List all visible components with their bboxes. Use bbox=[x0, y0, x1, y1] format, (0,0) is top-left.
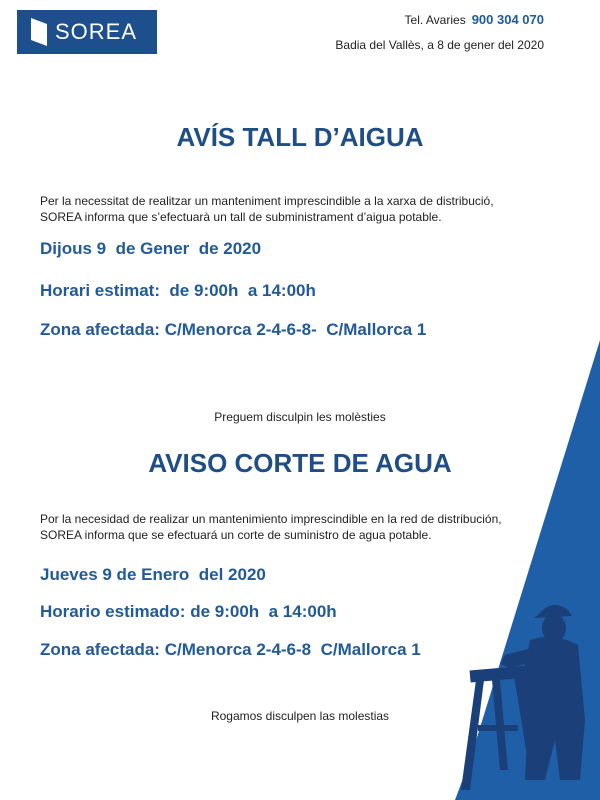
catalan-title: AVÍS TALL D’AIGUA bbox=[176, 122, 424, 152]
catalan-body-line-1: Per la necessitat de realitzar un manteniment imprescindible a la xarxa de distribució, bbox=[40, 194, 494, 208]
place-date: Badia del Vallès, a 8 de gener del 2020 bbox=[335, 38, 544, 52]
spanish-zone: Zona afectada: C/Menorca 2-4-6-8 C/Mallorca 1 bbox=[40, 640, 421, 659]
logo-mark-icon bbox=[31, 18, 47, 46]
phone-label: Tel. Avaries bbox=[404, 13, 466, 27]
spanish-title: AVISO CORTE DE AGUA bbox=[148, 448, 452, 478]
spanish-body-line-1: Por la necesidad de realizar un mantenimiento imprescindible en la red de distribución, bbox=[40, 512, 502, 526]
catalan-body-line-2: SOREA informa que s’efectuarà un tall de subministrament d’aigua potable. bbox=[40, 210, 442, 224]
catalan-zone: Zona afectada: C/Menorca 2-4-6-8- C/Mallorca 1 bbox=[40, 320, 427, 339]
spanish-schedule: Horario estimado: de 9:00h a 14:00h bbox=[40, 602, 337, 621]
catalan-date: Dijous 9 de Gener de 2020 bbox=[40, 239, 262, 258]
spanish-apology: Rogamos disculpen las molestias bbox=[210, 709, 390, 723]
catalan-schedule: Horari estimat: de 9:00h a 14:00h bbox=[40, 281, 316, 300]
catalan-body bbox=[40, 193, 560, 225]
sorea-logo bbox=[17, 10, 157, 54]
logo-text: SOREA bbox=[55, 19, 138, 44]
spanish-body-line-2: SOREA informa que se efectuará un corte de suministro de agua potable. bbox=[40, 528, 432, 542]
spanish-date: Jueves 9 de Enero del 2020 bbox=[40, 565, 266, 584]
spanish-body bbox=[40, 511, 560, 543]
catalan-apology: Preguem disculpin les molèsties bbox=[214, 410, 386, 424]
phone-number: 900 304 070 bbox=[471, 12, 544, 27]
contact-block bbox=[335, 12, 544, 52]
